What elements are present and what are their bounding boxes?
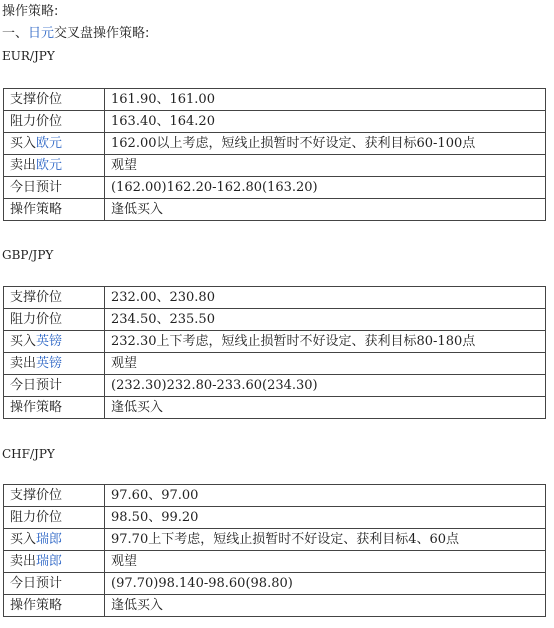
row-value: (232.30)232.80-233.60(234.30) [105, 375, 546, 397]
row-value: 97.60、97.00 [105, 485, 546, 507]
row-label-text: 买入 [10, 532, 37, 547]
row-value: 逢低买入 [105, 199, 546, 221]
subheading [2, 24, 149, 44]
row-label: 操作策略 [4, 595, 105, 617]
table-row [4, 177, 546, 199]
row-value: (97.70)98.140-98.60(98.80) [105, 573, 546, 595]
row-value: 232.00、230.80 [105, 287, 546, 309]
row-label [4, 551, 105, 573]
euro-link[interactable]: 欧元 [36, 136, 63, 151]
row-label: 今日预计 [4, 177, 105, 199]
row-value: 232.30上下考虑，短线止损暂时不好设定、获利目标80-180点 [105, 331, 546, 353]
franc-link[interactable]: 瑞郎 [36, 554, 63, 569]
subheading-suffix: 交叉盘操作策略: [54, 26, 150, 41]
row-label: 阻力价位 [4, 507, 105, 529]
row-label: 操作策略 [4, 397, 105, 419]
strategy-table-eurjpy [3, 88, 546, 221]
pair-title-chfjpy: CHF/JPY [2, 447, 55, 461]
row-value: 98.50、99.20 [105, 507, 546, 529]
table-row [4, 595, 546, 617]
row-label [4, 353, 105, 375]
row-label: 支撑价位 [4, 89, 105, 111]
row-label: 支撑价位 [4, 287, 105, 309]
row-value: 逢低买入 [105, 595, 546, 617]
row-label [4, 529, 105, 551]
row-label: 阻力价位 [4, 309, 105, 331]
table-row [4, 551, 546, 573]
table-row [4, 353, 546, 375]
table-row [4, 309, 546, 331]
row-value: 观望 [105, 353, 546, 375]
row-label-text: 卖出 [10, 158, 37, 173]
row-label-text: 买入 [10, 136, 37, 151]
table-row [4, 573, 546, 595]
row-value: 观望 [105, 155, 546, 177]
table-row [4, 89, 546, 111]
row-label-text: 买入 [10, 334, 37, 349]
row-label: 今日预计 [4, 375, 105, 397]
row-label [4, 331, 105, 353]
table-row [4, 529, 546, 551]
table-row [4, 397, 546, 419]
row-value: (162.00)162.20-162.80(163.20) [105, 177, 546, 199]
strategy-table-gbpjpy [3, 286, 546, 419]
row-label-text: 卖出 [10, 356, 37, 371]
row-value: 162.00以上考虑，短线止损暂时不好设定、获利目标60-100点 [105, 133, 546, 155]
row-label: 阻力价位 [4, 111, 105, 133]
strategy-table-chfjpy [3, 484, 546, 617]
table-row [4, 133, 546, 155]
pound-link[interactable]: 英镑 [36, 356, 63, 371]
row-label: 支撑价位 [4, 485, 105, 507]
subheading-prefix: 一、 [2, 26, 29, 41]
table-row [4, 155, 546, 177]
row-label [4, 133, 105, 155]
table-row [4, 287, 546, 309]
yen-link[interactable]: 日元 [28, 26, 55, 41]
franc-link[interactable]: 瑞郎 [36, 532, 63, 547]
pound-link[interactable]: 英镑 [36, 334, 63, 349]
table-row [4, 507, 546, 529]
row-value: 观望 [105, 551, 546, 573]
table-row [4, 375, 546, 397]
table-row [4, 485, 546, 507]
row-value: 逢低买入 [105, 397, 546, 419]
pair-title-eurjpy: EUR/JPY [2, 49, 55, 63]
euro-link[interactable]: 欧元 [36, 158, 63, 173]
table-row [4, 331, 546, 353]
row-label: 今日预计 [4, 573, 105, 595]
row-value: 97.70上下考虑，短线止损暂时不好设定、获利目标4、60点 [105, 529, 546, 551]
row-label-text: 卖出 [10, 554, 37, 569]
pair-title-gbpjpy: GBP/JPY [2, 248, 54, 262]
table-row [4, 199, 546, 221]
table-row [4, 111, 546, 133]
row-label [4, 155, 105, 177]
row-value: 234.50、235.50 [105, 309, 546, 331]
row-value: 163.40、164.20 [105, 111, 546, 133]
row-value: 161.90、161.00 [105, 89, 546, 111]
row-label: 操作策略 [4, 199, 105, 221]
heading: 操作策略: [2, 4, 59, 19]
